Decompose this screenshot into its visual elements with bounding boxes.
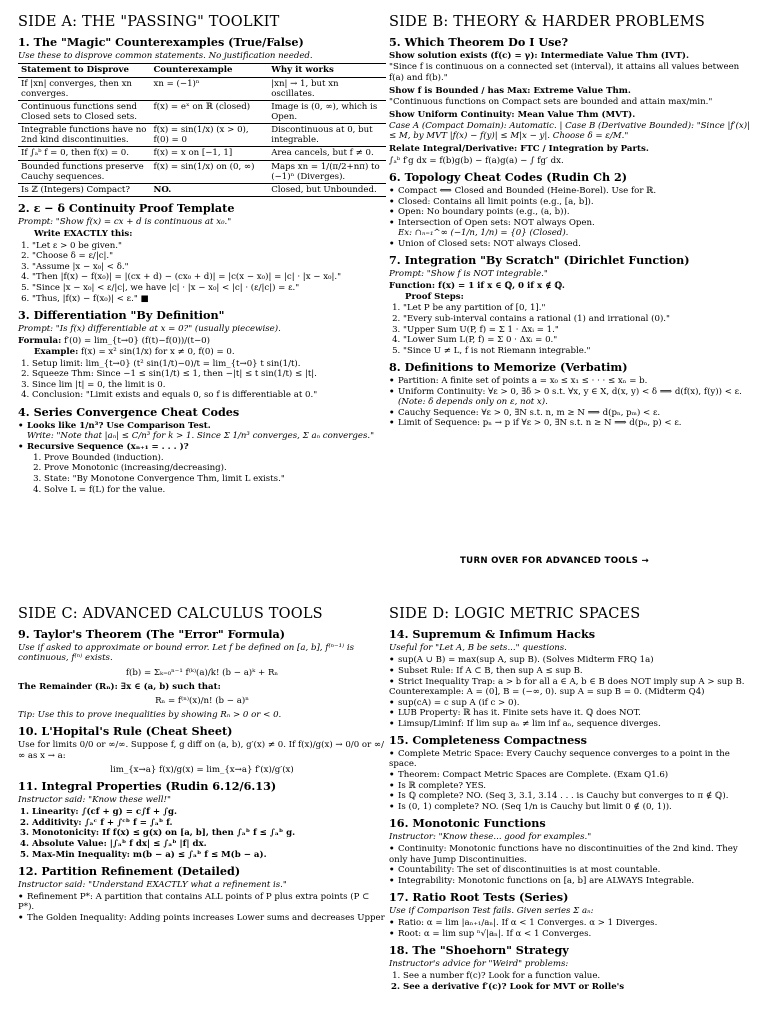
list-item [18,421,386,441]
sup-inf-list [389,655,751,728]
theorem-head: Show Uniform Continuity: Mean Value Thm (MVT). [389,110,636,121]
list-item: • LUB Property: ℝ has it. Finite sets have it. ℚ does NOT. [389,708,751,718]
table-row [18,160,386,183]
column-header: Why it works [268,64,386,77]
table-row [18,183,386,196]
table-row [18,147,386,160]
table-cell: Area cancels, but f ≠ 0. [268,147,386,160]
list-item: • The Golden Inequality: Adding points increases Lower sums and decreases Upper [18,913,386,923]
item-note: (Note: δ depends only on ε, not x). [398,397,548,408]
list-item: 4. "Lower Sum L(P, f) = Σ 0 · Δxᵢ = 0." [403,335,751,345]
theorem-body: "Since f is continuous on a connected set (interval), it attains all values between f(a) and f(b)." [389,62,740,83]
list-item: 5. Max-Min Inequality: m(b − a) ≤ ∫ₐᵇ f ≤ M(b − a). [32,850,386,860]
list-item: 2. "Choose δ = ε/|c|." [32,251,386,261]
table-cell: Closed, but Unbounded. [268,183,386,196]
remainder-label: The Remainder (Rₙ): ∃x ∈ (a, b) such that: [18,681,221,692]
list-item: 3. "Upper Sum U(P, f) = Σ 1 · Δxᵢ = 1." [403,325,751,335]
side-c [18,606,386,924]
side-c-title: SIDE C: ADVANCED CALCULUS TOOLS [18,606,323,622]
list-item: • Limit of Sequence: pₙ → p if ∀ε > 0, ∃N s.t. n ≥ N ⟹ d(pₙ, p) < ε. [389,418,751,428]
section-12-note: Instructor said: "Understand EXACTLY what a refinement is." [18,880,287,891]
section-7-function: Function: f(x) = 1 if x ∈ ℚ, 0 if x ∉ ℚ. [389,281,565,292]
list-item: 4. "Then |f(x) − f(x₀)| = |(cx + d) − (cx₀ + d)| = |c(x − x₀)| = |c| · |x − x₀|." [32,272,386,282]
list-item: • Is ℝ complete? YES. [389,781,751,791]
theorem-body: Case A (Compact Domain): Automatic. | Case B (Derivative Bounded): "Since |f′(x)| ≤ M, by MVT |f(x) − f(y)| ≤ M|x − y|. Choose δ = ε/M." [389,121,750,142]
taylor-formula: f(b) = Σₖ₌₀ⁿ⁻¹ f⁽ᵏ⁾(a)/k! (b − a)ᵏ + Rₙ [125,667,279,678]
list-item: • Open: No boundary points (e.g., (a, b)). [389,207,751,217]
section-16-note: Instructor: "Know these... good for examples." [389,832,592,843]
example-text: f(x) = x² sin(1/x) for x ≠ 0, f(0) = 0. [80,347,235,358]
section-7-proof: Proof Steps: [405,292,464,303]
section-7-heading: 7. Integration "By Scratch" (Dirichlet Function) [389,252,690,267]
list-item: 1. "Let P be any partition of [0, 1]." [403,303,751,313]
bullet-text: Looks like 1/n³? Use Comparison Test. [27,420,211,431]
list-item: 4. Solve L = f(L) for the value. [44,485,386,495]
counterexample-table [18,63,386,197]
section-14-note: Useful for "Let A, B be sets..." questions. [389,643,567,654]
section-12-heading: 12. Partition Refinement (Detailed) [18,863,241,878]
example-label: Example: [34,347,79,358]
table-cell: NO. [150,183,268,196]
table-cell: Image is (0, ∞), which is Open. [268,100,386,123]
list-item: • Theorem: Compact Metric Spaces are Complete. (Exam Q1.6) [389,770,751,780]
ratio-root-list [389,918,751,939]
theorem-body: ∫ₐᵇ f′g dx = f(b)g(b) − f(a)g(a) − ∫ fg′ dx. [389,155,564,166]
list-item: 3. State: "By Monotone Convergence Thm, limit L exists." [44,474,386,484]
table-cell: f(x) = x on [−1, 1] [150,147,268,160]
list-item [18,442,386,452]
list-item: • Union of Closed sets: NOT always Closed. [389,239,751,249]
differentiation-steps [18,359,386,401]
section-17-heading: 17. Ratio Root Tests (Series) [389,889,569,904]
bullet-sub: Write: "Note that |aₙ| ≤ C/n³ for k > 1. Since Σ 1/n³ converges, Σ aₙ converges." [27,430,375,441]
item-text: Uniform Continuity: ∀ε > 0, ∃δ > 0 s.t. ∀x, y ∈ X, d(x, y) < δ ⟹ d(f(x), f(y)) < ε. [398,387,742,397]
list-item: • Is ℚ complete? NO. (Seq 3, 3.1, 3.14 . . . is Cauchy but converges to π ∉ ℚ). [389,791,751,801]
section-11-heading: 11. Integral Properties (Rudin 6.12/6.13) [18,778,277,793]
list-item: 1. Linearity: ∫(cf + g) = c∫f + ∫g. [32,807,386,817]
list-item: 1. Setup limit: lim_{t→0} (t² sin(1/t)−0)/t = lim_{t→0} t sin(1/t). [32,359,386,369]
monotonic-list [389,844,751,886]
section-9-tip: Tip: Use this to prove inequalities by showing Rₙ > 0 or < 0. [18,710,282,721]
bullet-text: Recursive Sequence (xₙ₊₁ = . . . )? [27,441,189,452]
section-15-heading: 15. Completeness Compactness [389,732,587,747]
side-a-title: SIDE A: THE "PASSING" TOOLKIT [18,14,280,30]
lhopital-formula: lim_{x→a} f(x)/g(x) = lim_{x→a} f′(x)/g′(x) [110,764,294,775]
dirichlet-steps [389,303,751,356]
column-header: Counterexample [150,64,268,77]
definitions-list [389,376,751,428]
section-8-heading: 8. Definitions to Memorize (Verbatim) [389,360,628,375]
table-cell: |xn| → 1, but xn oscillates. [268,77,386,100]
list-item: 3. "Assume |x − x₀| < δ." [32,262,386,272]
side-b-title: SIDE B: THEORY & HARDER PROBLEMS [389,14,705,30]
integral-properties [18,807,386,860]
section-9-heading: 9. Taylor's Theorem (The "Error" Formula) [18,627,286,642]
table-cell: f(x) = eˣ on ℝ (closed) [150,100,268,123]
section-17-note: Use if Comparison Test fails. Given series Σ aₙ: [389,906,594,917]
list-item: 2. Prove Monotonic (increasing/decreasing). [44,463,386,473]
list-item: 6. "Thus, |f(x) − f(x₀)| < ε." ■ [32,294,386,304]
list-item: • Partition: A finite set of points a = x₀ ≤ x₁ ≤ · · · ≤ xₙ = b. [389,376,751,386]
list-item: 5. "Since |x − x₀| < ε/|c|, we have |c| · |x − x₀| < |c| · (ε/|c|) = ε." [32,283,386,293]
section-18-note: Instructor's advice for "Weird" problems: [389,959,569,970]
section-2-prompt: Prompt: "Show f(x) = cx + d is continuous at x₀." [18,217,232,228]
continuity-steps [18,241,386,304]
list-item: • Compact ⟺ Closed and Bounded (Heine-Borel). Use for ℝ. [389,186,751,196]
section-1-note: Use these to disprove common statements. No justification needed. [18,51,313,62]
side-d [389,606,751,993]
shoehorn-list [389,971,751,992]
table-cell: f(x) = sin(1/x) (x > 0), f(0) = 0 [150,124,268,147]
table-cell: Is ℤ (Integers) Compact? [18,183,150,196]
list-item: • Subset Rule: If A ⊂ B, then sup A ≤ sup B. [389,666,751,676]
section-5-heading: 5. Which Theorem Do I Use? [389,35,569,50]
section-14-heading: 14. Supremum & Infimum Hacks [389,627,595,642]
list-item: 4. Conclusion: "Limit exists and equals 0, so f is differentiable at 0." [32,390,386,400]
section-10-text: Use for limits 0/0 or ∞/∞. Suppose f, g diff on (a, b), g′(x) ≠ 0. If f(x)/g(x) → 0/0 or ∞/∞ as x → a: [18,740,384,761]
turn-over-note: TURN OVER FOR ADVANCED TOOLS → [460,556,649,566]
table-row [18,124,386,147]
section-9-intro: Use if asked to approximate or bound error. Let f be defined on [a, b], f⁽ⁿ⁻¹⁾ is continuous, f⁽ⁿ⁾ exists. [18,643,355,664]
section-18-heading: 18. The "Shoehorn" Strategy [389,943,569,958]
list-item: • Root: α = lim sup ⁿ√|aₙ|. If α < 1 Converges. [389,929,751,939]
completeness-list [389,749,751,812]
theorem-head: Show f is Bounded / has Max: Extreme Value Thm. [389,85,631,96]
section-3-prompt: Prompt: "Is f(x) differentiable at x = 0?" (usually piecewise). [18,324,281,335]
list-item: • Is (0, 1) complete? NO. (Seq 1/n is Cauchy but limit 0 ∉ (0, 1)). [389,802,751,812]
side-b [389,14,751,430]
list-item: 2. See a derivative f′(c)? Look for MVT or Rolle's [403,982,751,992]
section-3-formula [18,336,386,346]
list-item: • Refinement P*: A partition that contains ALL points of P plus extra points (P ⊂ P*). [18,892,386,912]
table-header-row [18,64,386,77]
list-item: • Cauchy Sequence: ∀ε > 0, ∃N s.t. n, m ≥ N ⟹ d(pₙ, pₘ) < ε. [389,408,751,418]
list-item: 1. "Let ε > 0 be given." [32,241,386,251]
topology-list [389,186,751,249]
list-item: 2. Additivity: ∫ₐᶜ f + ∫ᶜᵇ f = ∫ₐᵇ f. [32,818,386,828]
section-2-write: Write EXACTLY this: [34,229,133,240]
list-item: • sup(A ∪ B) = max(sup A, sup B). (Solves Midterm FRQ 1a) [389,655,751,665]
table-cell: If ∫ₐᵇ f = 0, then f(x) = 0. [18,147,150,160]
refinement-list [18,892,386,923]
item-example: Ex: ∩ₙ₌₁^∞ (−1/n, 1/n) = {0} (Closed). [398,228,569,239]
remainder-formula: Rₙ = f⁽ⁿ⁾(x)/n! (b − a)ⁿ [155,695,249,706]
table-cell: Integrable functions have no 2nd kind discontinuities. [18,124,150,147]
section-16-heading: 16. Monotonic Functions [389,816,546,831]
series-bullets [18,421,386,452]
theorem-body: "Continuous functions on Compact sets are bounded and attain max/min." [389,96,713,107]
item-text: Intersection of Open sets: NOT always Open. [398,217,595,228]
table-cell: Maps xn = 1/(π/2+nπ) to (−1)ⁿ (Diverges). [268,160,386,183]
list-item: • Countability: The set of discontinuities is at most countable. [389,865,751,875]
theorem-head: Relate Integral/Derivative: FTC / Integration by Parts. [389,144,649,155]
section-6-heading: 6. Topology Cheat Codes (Rudin Ch 2) [389,169,628,184]
section-11-note: Instructor said: "Know these well!" [18,795,171,806]
table-cell: f(x) = sin(1/x) on (0, ∞) [150,160,268,183]
list-item: • Ratio: α = lim |aₙ₊₁/aₙ|. If α < 1 Converges. α > 1 Diverges. [389,918,751,928]
theorem-head: Show solution exists (f(c) = γ): Intermediate Value Thm (IVT). [389,51,689,62]
section-10-heading: 10. L'Hopital's Rule (Cheat Sheet) [18,724,233,739]
list-item: 2. Squeeze Thm: Since −1 ≤ sin(1/t) ≤ 1, then −|t| ≤ t sin(1/t) ≤ |t|. [32,369,386,379]
table-cell: Bounded functions preserve Cauchy sequences. [18,160,150,183]
section-7-prompt: Prompt: "Show f is NOT integrable." [389,269,548,280]
list-item: 1. See a number f(c)? Look for a function value. [403,971,751,981]
list-item: • Strict Inequality Trap: a > b for all a ∈ A, b ∈ B does NOT imply sup A > sup B. Counterexample: A = (0], B = (−∞, 0). sup A = sup B = 0. (Midterm Q4) [389,677,751,697]
recursive-steps [18,453,386,495]
list-item: • Closed: Contains all limit points (e.g., [a, b]). [389,197,751,207]
side-d-title: SIDE D: LOGIC METRIC SPACES [389,606,641,622]
list-item: • Complete Metric Space: Every Cauchy sequence converges to a point in the space. [389,749,751,769]
table-cell: Discontinuous at 0, but integrable. [268,124,386,147]
list-item [389,387,751,407]
list-item: 3. Monotonicity: If f(x) ≤ g(x) on [a, b], then ∫ₐᵇ f ≤ ∫ₐᵇ g. [32,828,386,838]
section-3-heading: 3. Differentiation "By Definition" [18,307,225,322]
list-item: 2. "Every sub-interval contains a rational (1) and irrational (0)." [403,314,751,324]
formula-text: f′(0) = lim_{t→0} (f(t)−f(0))/(t−0) [63,336,211,347]
list-item [389,218,751,238]
list-item: 1. Prove Bounded (induction). [44,453,386,463]
table-cell: If |xn| converges, then xn converges. [18,77,150,100]
list-item: 4. Absolute Value: |∫ₐᵇ f dx| ≤ ∫ₐᵇ |f| dx. [32,839,386,849]
list-item: 5. "Since U ≠ L, f is not Riemann integrable." [403,346,751,356]
table-cell: Continuous functions send Closed sets to Closed sets. [18,100,150,123]
table-cell: xn = (−1)ⁿ [150,77,268,100]
section-3-example [18,347,386,357]
list-item: • Continuity: Monotonic functions have no discontinuities of the 2nd kind. They only have Jump Discontinuities. [389,844,751,864]
section-4-heading: 4. Series Convergence Cheat Codes [18,404,240,419]
side-a [18,14,386,496]
formula-label: Formula: [18,336,62,347]
list-item: 3. Since lim |t| = 0, the limit is 0. [32,380,386,390]
section-1-heading: 1. The "Magic" Counterexamples (True/False) [18,35,304,50]
list-item: • Integrability: Monotonic functions on [a, b] are ALWAYS Integrable. [389,876,751,886]
column-header: Statement to Disprove [18,64,150,77]
section-2-heading: 2. ε − δ Continuity Proof Template [18,201,235,216]
list-item: • sup(cA) = c sup A (if c > 0). [389,698,751,708]
table-row [18,77,386,100]
table-row [18,100,386,123]
list-item: • Limsup/Liminf: If lim sup aₙ ≠ lim inf aₙ, sequence diverges. [389,719,751,729]
